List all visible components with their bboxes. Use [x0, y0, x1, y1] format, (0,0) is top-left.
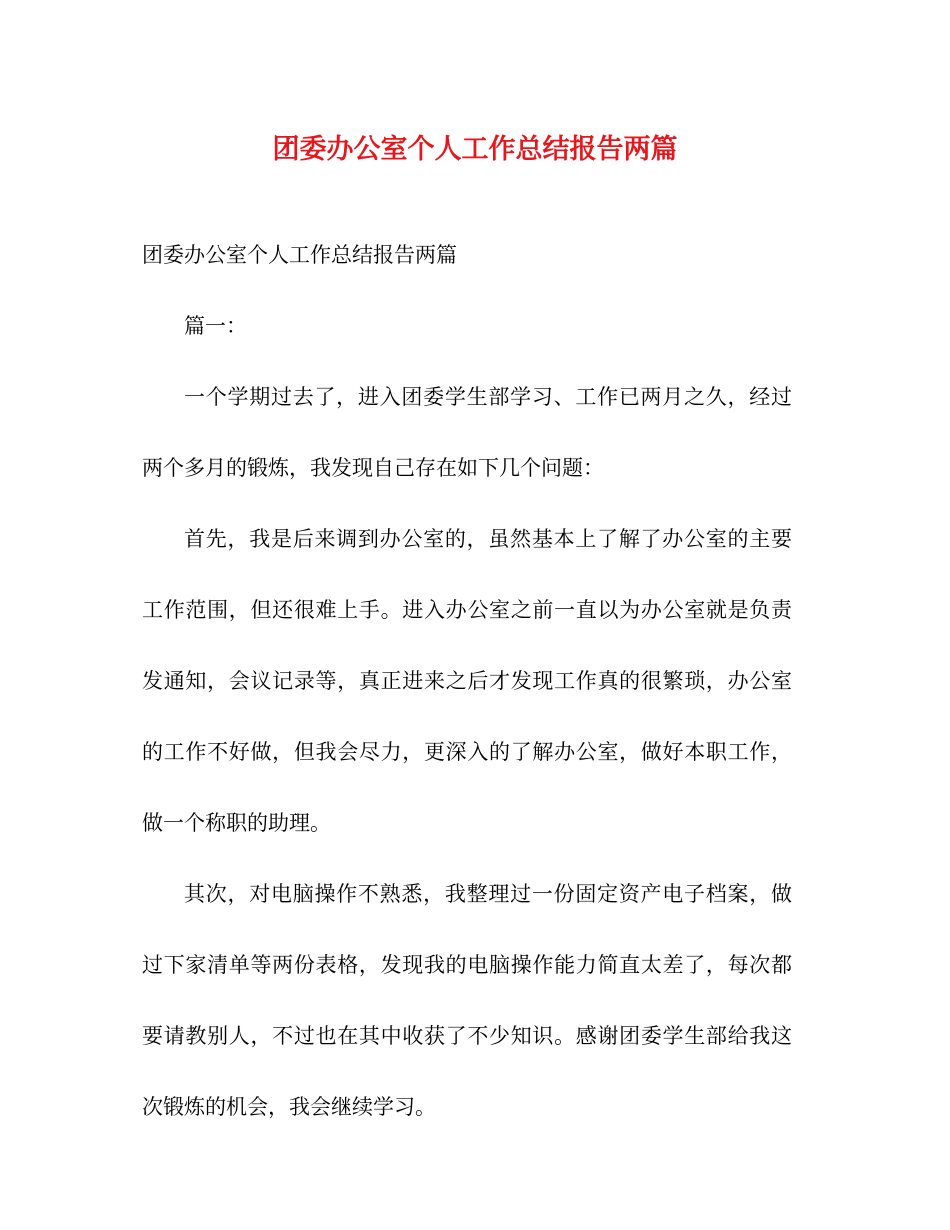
document-title: 团委办公室个人工作总结报告两篇 — [272, 134, 678, 165]
section-label: 篇一： — [184, 314, 247, 338]
document-subtitle: 团委办公室个人工作总结报告两篇 — [142, 243, 457, 267]
paragraph: 一个学期过去了，进入团委学生部学习、工作已两月之久，经过两个多月的锻炼，我发现自己存在如下几个问题： — [142, 385, 792, 480]
paragraph: 其次，对电脑操作不熟悉，我整理过一份固定资产电子档案，做过下家清单等两份表格，发现我的电脑操作能力简直太差了，每次都要请教别人，不过也在其中收获了不少知识。感谢团委学生部给我这次锻炼的机会，我会继续学习。 — [142, 882, 792, 1119]
document-body — [142, 220, 792, 1143]
paragraph: 首先，我是后来调到办公室的，虽然基本上了解了办公室的主要工作范围，但还很难上手。进入办公室之前一直以为办公室就是负责发通知，会议记录等，真正进来之后才发现工作真的很繁琐，办公室的工作不好做，但我会尽力，更深入的了解办公室，做好本职工作，做一个称职的助理。 — [142, 527, 792, 835]
